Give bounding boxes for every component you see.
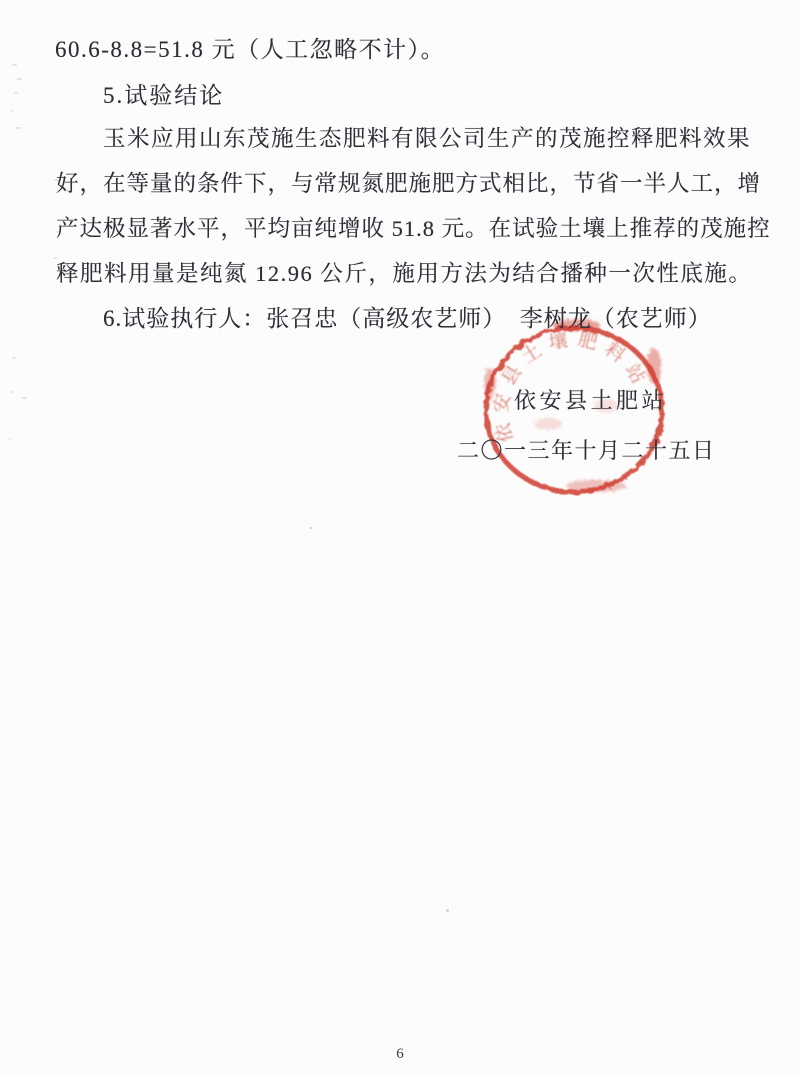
- conclusion-paragraph-line-2: 好，在等量的条件下，与常规氮肥施肥方式相比，节省一半人工，增: [56, 171, 762, 196]
- scan-artifact: [16, 127, 21, 129]
- scan-artifact: [11, 110, 14, 112]
- signature-date: 二〇一三年十月二十五日: [457, 438, 716, 463]
- section6-executors-line: 6.试验执行人：张召忠（高级农艺师） 李树龙（农艺师）: [103, 306, 712, 331]
- scan-artifact: [446, 909, 449, 912]
- scan-artifact: [12, 357, 16, 359]
- scan-artifact: [10, 391, 13, 393]
- seal-arc-text: 依安县土壤肥料站: [490, 328, 653, 445]
- calculation-line: 60.6-8.8=51.8 元（人工忽略不计）。: [55, 37, 446, 62]
- conclusion-paragraph-line-4: 释肥料用量是纯氮 12.96 公斤，施用方法为结合播种一次性底施。: [56, 261, 753, 286]
- scan-artifact: [8, 438, 11, 440]
- signature-organization: 依安县土肥站: [514, 388, 668, 413]
- scan-artifact: [14, 92, 18, 94]
- scan-artifact: [12, 64, 17, 66]
- page-number: 6: [396, 1046, 404, 1062]
- section5-heading: 5.试验结论: [103, 83, 225, 108]
- scan-artifact: [22, 397, 27, 399]
- conclusion-paragraph-line-1: 玉米应用山东茂施生态肥料有限公司生产的茂施控释肥料效果: [103, 126, 752, 151]
- conclusion-paragraph-line-3: 产达极显著水平，平均亩纯增收 51.8 元。在试验土壤上推荐的茂施控: [56, 216, 771, 241]
- scan-artifact: [310, 527, 312, 529]
- scan-artifact: [17, 78, 22, 80]
